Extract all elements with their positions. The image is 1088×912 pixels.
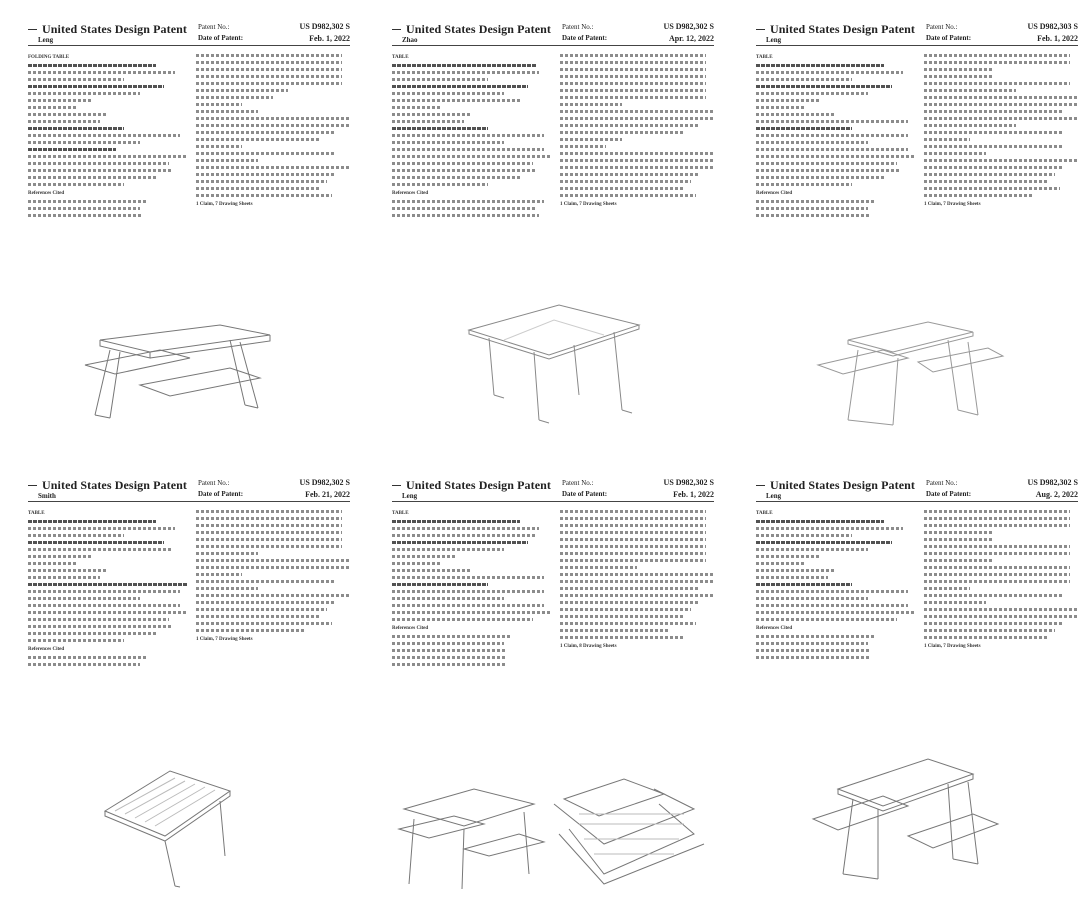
references-heading: References Cited bbox=[28, 191, 65, 196]
field-title: TABLE bbox=[756, 511, 773, 516]
references-heading: References Cited bbox=[392, 191, 429, 196]
header-rule bbox=[28, 45, 350, 46]
patent-page-4[interactable] bbox=[20, 456, 360, 896]
right-column bbox=[924, 506, 1078, 651]
patent-number: US D982,302 S bbox=[299, 22, 350, 31]
header-rule bbox=[28, 501, 350, 502]
patent-date: Feb. 1, 2022 bbox=[309, 34, 350, 43]
references-heading: References Cited bbox=[28, 647, 65, 652]
patent-page-6[interactable] bbox=[748, 456, 1088, 896]
header-rule bbox=[392, 501, 714, 502]
patent-header bbox=[756, 22, 1078, 44]
date-label: Date of Patent: bbox=[562, 490, 608, 498]
field-title: TABLE bbox=[756, 55, 773, 60]
header-rule bbox=[756, 45, 1078, 46]
references-heading: References Cited bbox=[756, 626, 793, 631]
patent-page-2[interactable] bbox=[384, 0, 724, 440]
folding-table-drawing bbox=[464, 300, 644, 430]
left-column bbox=[28, 506, 188, 670]
date-label: Date of Patent: bbox=[562, 34, 608, 42]
patent-header bbox=[392, 22, 714, 44]
inventor-name: Smith bbox=[38, 492, 56, 500]
patent-no-label: Patent No.: bbox=[198, 23, 230, 31]
patent-title: United States Design Patent bbox=[42, 478, 188, 492]
patent-no-label: Patent No.: bbox=[562, 479, 594, 487]
patent-date: Feb. 1, 2022 bbox=[1037, 34, 1078, 43]
patent-no-label: Patent No.: bbox=[926, 479, 958, 487]
figures-count: 1 Claim, 7 Drawing Sheets bbox=[924, 644, 981, 649]
patent-page-3[interactable] bbox=[748, 0, 1088, 440]
patent-date: Feb. 21, 2022 bbox=[305, 490, 350, 499]
patent-no-label: Patent No.: bbox=[926, 23, 958, 31]
patent-no-label: Patent No.: bbox=[562, 23, 594, 31]
patent-header bbox=[28, 22, 350, 44]
field-title: TABLE bbox=[392, 55, 409, 60]
patent-date: Feb. 1, 2022 bbox=[673, 490, 714, 499]
folding-table-pair-drawing bbox=[394, 774, 714, 894]
right-column bbox=[560, 506, 714, 651]
figures-count: 1 Claim, 7 Drawing Sheets bbox=[196, 202, 253, 207]
patent-body-text bbox=[28, 50, 350, 310]
patent-title: United States Design Patent bbox=[42, 22, 188, 36]
patent-page-5[interactable] bbox=[384, 456, 724, 896]
patent-body-text bbox=[392, 50, 714, 310]
patent-title: United States Design Patent bbox=[770, 22, 916, 36]
patent-date: Aug. 2, 2022 bbox=[1035, 490, 1078, 499]
patent-header bbox=[756, 478, 1078, 500]
inventor-name: Leng bbox=[766, 36, 782, 44]
date-label: Date of Patent: bbox=[926, 490, 972, 498]
header-rule bbox=[392, 45, 714, 46]
patent-header bbox=[392, 478, 714, 500]
right-column bbox=[196, 506, 350, 644]
patent-number: US D982,302 S bbox=[663, 22, 714, 31]
figures-count: 1 Claim, 8 Drawing Sheets bbox=[560, 644, 617, 649]
patent-body-text bbox=[392, 506, 714, 766]
inventor-name: Leng bbox=[38, 36, 54, 44]
left-column bbox=[392, 506, 552, 670]
figures-count: 1 Claim, 7 Drawing Sheets bbox=[196, 637, 253, 642]
patent-header bbox=[28, 478, 350, 500]
field-title: FOLDING TABLE bbox=[28, 55, 70, 60]
date-label: Date of Patent: bbox=[198, 490, 244, 498]
right-column bbox=[924, 50, 1078, 209]
patent-number: US D982,302 S bbox=[1027, 478, 1078, 487]
picnic-table-drawing bbox=[80, 320, 280, 430]
right-column bbox=[196, 50, 350, 209]
date-label: Date of Patent: bbox=[926, 34, 972, 42]
inventor-name: Leng bbox=[766, 492, 782, 500]
patent-no-label: Patent No.: bbox=[198, 479, 230, 487]
patent-number: US D982,302 S bbox=[663, 478, 714, 487]
patent-number: US D982,303 S bbox=[1027, 22, 1078, 31]
inventor-name: Zhao bbox=[402, 36, 418, 44]
field-title: TABLE bbox=[28, 511, 45, 516]
patent-body-text bbox=[756, 506, 1078, 766]
references-heading: References Cited bbox=[756, 191, 793, 196]
inventor-name: Leng bbox=[402, 492, 418, 500]
picnic-table-drawing bbox=[808, 320, 1008, 430]
left-column bbox=[28, 50, 188, 221]
left-column bbox=[756, 50, 916, 221]
figures-count: 1 Claim, 7 Drawing Sheets bbox=[560, 202, 617, 207]
picnic-table-drawing bbox=[808, 754, 1008, 884]
left-column bbox=[756, 506, 916, 663]
patent-title: United States Design Patent bbox=[406, 22, 552, 36]
patent-title: United States Design Patent bbox=[770, 478, 916, 492]
patent-date: Apr. 12, 2022 bbox=[668, 34, 714, 43]
patent-body-text bbox=[28, 506, 350, 766]
header-rule bbox=[756, 501, 1078, 502]
slatted-table-drawing bbox=[100, 766, 250, 891]
patent-number: US D982,302 S bbox=[299, 478, 350, 487]
patent-body-text bbox=[756, 50, 1078, 310]
figures-count: 1 Claim, 7 Drawing Sheets bbox=[924, 202, 981, 207]
left-column bbox=[392, 50, 552, 221]
right-column bbox=[560, 50, 714, 209]
date-label: Date of Patent: bbox=[198, 34, 244, 42]
field-title: TABLE bbox=[392, 511, 409, 516]
patent-title: United States Design Patent bbox=[406, 478, 552, 492]
patent-page-1[interactable] bbox=[20, 0, 360, 440]
references-heading: References Cited bbox=[392, 626, 429, 631]
